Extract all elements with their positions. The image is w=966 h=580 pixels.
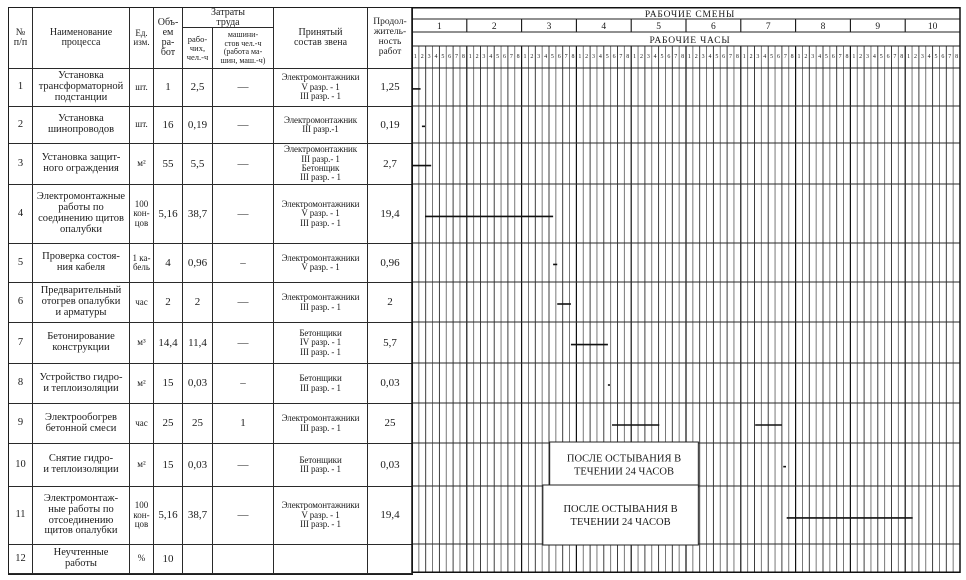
hour-label: 4 [653,54,657,60]
work-volume: 16 [154,107,183,144]
duration: 25 [368,404,413,444]
hour-label: 7 [948,54,952,60]
process-name: Неучтенные работы [33,545,130,574]
labor-machinists: — [213,444,274,487]
hour-label: 2 [859,54,863,60]
hour-label: 3 [427,54,431,60]
duration: 0,03 [368,364,413,404]
work-volume: 15 [154,444,183,487]
hour-label: 1 [852,54,856,60]
hour-label: 4 [434,54,438,60]
labor-machinists: — [213,323,274,364]
duration: 19,4 [368,487,413,545]
duration: 0,96 [368,244,413,283]
hour-label: 1 [797,54,801,60]
hour-label: 2 [585,54,589,60]
labor-workers: 0,19 [183,107,213,144]
crew-composition [274,545,368,574]
header-duration: Продол- житель- ность работ [368,8,413,69]
hour-label: 1 [633,54,637,60]
work-volume: 1 [154,69,183,107]
labor-machinists: — [213,69,274,107]
process-name: Установка защит- ного ограждения [33,144,130,185]
work-volume: 2 [154,283,183,323]
hour-label: 1 [468,54,472,60]
hour-label: 8 [790,54,794,60]
work-volume: 5,16 [154,185,183,244]
hour-label: 1 [907,54,911,60]
hour-label: 1 [687,54,691,60]
unit: час [130,404,154,444]
crew-composition: Электромонтажники V разр. - 1 III разр. - 1 [274,487,368,545]
process-name: Электромонтаж- ные работы по отсоединению щитов опалубки [33,487,130,545]
note-text: ТЕЧЕНИИ 24 ЧАСОВ [570,517,671,528]
header-labor-costs: Затраты труда [183,8,274,28]
labor-workers [183,545,213,574]
shift-label: 9 [875,22,881,32]
hour-label: 7 [455,54,459,60]
hour-label: 5 [879,54,883,60]
row-number: 11 [9,487,33,545]
hour-label: 5 [550,54,554,60]
hour-label: 4 [489,54,493,60]
work-schedule-table [8,7,413,575]
header-crew-composition: Принятый состав звена [274,8,368,69]
labor-workers: 5,5 [183,144,213,185]
hour-label: 1 [523,54,527,60]
hour-label: 3 [592,54,596,60]
unit: 100 кон- цов [130,185,154,244]
work-volume: 14,4 [154,323,183,364]
crew-composition: Электромонтажники V разр. - 1 III разр. - 1 [274,69,368,107]
hour-label: 3 [482,54,486,60]
hour-label: 6 [667,54,671,60]
hour-label: 7 [619,54,623,60]
hour-label: 3 [920,54,924,60]
work-volume: 25 [154,404,183,444]
duration: 2,7 [368,144,413,185]
hour-label: 6 [776,54,780,60]
shift-label: 5 [656,22,661,32]
labor-workers: 0,03 [183,364,213,404]
crew-composition: Электромонтажники V разр. - 1 III разр. - 1 [274,185,368,244]
hour-label: 8 [516,54,520,60]
duration: 0,03 [368,444,413,487]
labor-machinists: — [213,283,274,323]
unit: м² [130,144,154,185]
note-box [550,442,699,487]
crew-composition: Электромонтажник III разр.-1 [274,107,368,144]
work-volume: 55 [154,144,183,185]
hour-label: 6 [886,54,890,60]
hour-label: 3 [537,54,541,60]
duration: 1,25 [368,69,413,107]
row-number: 1 [9,69,33,107]
crew-composition: Бетонщики IV разр. - 1 III разр. - 1 [274,323,368,364]
hour-label: 5 [934,54,938,60]
unit: 1 ка- бель [130,244,154,283]
labor-machinists: — [213,107,274,144]
shifts-title: РАБОЧИЕ СМЕНЫ [644,10,736,20]
labor-workers: 0,03 [183,444,213,487]
work-volume: 10 [154,545,183,574]
hour-label: 7 [729,54,733,60]
unit: шт. [130,107,154,144]
header-number: № п/п [9,8,33,69]
hour-label: 4 [763,54,767,60]
hour-label: 1 [742,54,746,60]
row-number: 4 [9,185,33,244]
hour-label: 6 [502,54,506,60]
work-volume: 4 [154,244,183,283]
header-work-volume: Объ- ем ра- бот [154,8,183,69]
note-text: ТЕЧЕНИИ 24 ЧАСОВ [573,466,675,478]
labor-machinists [213,545,274,574]
duration: 2 [368,283,413,323]
hour-label: 3 [811,54,815,60]
hour-label: 5 [660,54,664,60]
hour-label: 5 [824,54,828,60]
hour-label: 1 [578,54,582,60]
hour-label: 2 [749,54,753,60]
hours-title: РАБОЧИЕ ЧАСЫ [649,36,731,46]
shift-label: 7 [765,22,771,32]
process-name: Электрообогрев бетонной смеси [33,404,130,444]
unit: % [130,545,154,574]
row-number: 7 [9,323,33,364]
hour-label: 6 [941,54,945,60]
crew-composition: Бетонщики III разр. - 1 [274,444,368,487]
hour-label: 4 [598,54,602,60]
hour-label: 2 [913,54,917,60]
hour-label: 5 [715,54,719,60]
shift-label: 8 [820,22,826,32]
shift-label: 6 [711,22,716,32]
hour-label: 5 [496,54,500,60]
unit: шт. [130,69,154,107]
hour-label: 8 [571,54,575,60]
header-process-name: Наименование процесса [33,8,130,69]
labor-machinists: – [213,364,274,404]
hour-label: 7 [564,54,568,60]
duration: 5,7 [368,323,413,364]
work-volume: 5,16 [154,487,183,545]
hour-label: 4 [818,54,822,60]
hour-label: 2 [694,54,698,60]
labor-machinists: – [213,244,274,283]
row-number: 9 [9,404,33,444]
hour-label: 3 [866,54,870,60]
labor-workers: 2 [183,283,213,323]
note-text: ПОСЛЕ ОСТЫВАНИЯ В [563,504,678,515]
row-number: 3 [9,144,33,185]
hour-label: 8 [735,54,739,60]
hour-label: 4 [544,54,548,60]
process-name: Снятие гидро- и теплоизоляции [33,444,130,487]
labor-machinists: — [213,487,274,545]
labor-workers: 11,4 [183,323,213,364]
unit: м² [130,444,154,487]
hour-label: 8 [681,54,685,60]
labor-machinists: — [213,185,274,244]
row-number: 2 [9,107,33,144]
process-name: Установка шинопроводов [33,107,130,144]
hour-label: 6 [831,54,835,60]
process-name: Установка трансформаторной подстанции [33,69,130,107]
shift-label: 4 [601,22,607,32]
crew-composition: Электромонтажники III разр. - 1 [274,283,368,323]
hour-label: 4 [708,54,712,60]
hour-label: 3 [701,54,705,60]
hour-label: 2 [804,54,808,60]
crew-composition: Бетонщики III разр. - 1 [274,364,368,404]
hour-label: 6 [557,54,561,60]
process-name: Бетонирование конструкции [33,323,130,364]
process-name: Предварительный отогрев опалубки и арматуры [33,283,130,323]
hour-label: 7 [509,54,513,60]
process-name: Устройство гидро- и теплоизоляции [33,364,130,404]
gantt-grid [412,7,960,573]
hour-label: 8 [900,54,904,60]
hour-label: 2 [475,54,479,60]
labor-workers: 2,5 [183,69,213,107]
shift-label: 2 [491,22,497,32]
hour-label: 8 [845,54,849,60]
row-number: 10 [9,444,33,487]
hour-label: 8 [626,54,630,60]
hour-label: 4 [927,54,931,60]
hour-label: 6 [448,54,452,60]
hour-label: 7 [838,54,842,60]
note-text: ПОСЛЕ ОСТЫВАНИЯ В [566,453,682,465]
hour-label: 7 [674,54,678,60]
unit: м² [130,364,154,404]
hour-label: 8 [461,54,465,60]
header-labor-machinists: машини- стов чел.-ч (работа ма- шин, маш.-ч) [213,28,274,69]
hour-label: 6 [722,54,726,60]
labor-machinists: 1 [213,404,274,444]
shift-label: 10 [927,22,938,32]
labor-machinists: — [213,144,274,185]
hour-label: 1 [413,54,417,60]
hour-label: 5 [605,54,609,60]
header-labor-workers: рабо- чих, чел.-ч [183,28,213,69]
labor-workers: 38,7 [183,185,213,244]
hour-label: 7 [783,54,787,60]
shift-label: 3 [546,22,552,32]
hour-label: 3 [756,54,760,60]
row-number: 8 [9,364,33,404]
hour-label: 5 [770,54,774,60]
hour-label: 3 [646,54,650,60]
shift-label: 1 [437,22,442,32]
hour-label: 2 [639,54,643,60]
row-number: 12 [9,545,33,574]
labor-workers: 25 [183,404,213,444]
gantt-chart [412,7,960,573]
hour-label: 5 [441,54,445,60]
hour-label: 6 [612,54,616,60]
crew-composition: Электромонтажники V разр. - 1 [274,244,368,283]
duration: 19,4 [368,185,413,244]
unit: 100 кон- цов [130,487,154,545]
hour-label: 2 [530,54,534,60]
hour-label: 8 [955,54,959,60]
crew-composition: Электромонтажники III разр. - 1 [274,404,368,444]
hour-label: 2 [420,54,424,60]
unit: м³ [130,323,154,364]
labor-workers: 38,7 [183,487,213,545]
crew-composition: Электромонтажник III разр.- 1 Бетонщик III разр. - 1 [274,144,368,185]
note-box [543,485,698,545]
header-unit: Ед. изм. [130,8,154,69]
duration: 0,19 [368,107,413,144]
hour-label: 7 [893,54,897,60]
row-number: 5 [9,244,33,283]
process-name: Проверка состоя- ния кабеля [33,244,130,283]
work-volume: 15 [154,364,183,404]
unit: час [130,283,154,323]
process-name: Электромонтажные работы по соединению щитов опалубки [33,185,130,244]
hour-label: 4 [872,54,876,60]
labor-workers: 0,96 [183,244,213,283]
row-number: 6 [9,283,33,323]
duration [368,545,413,574]
